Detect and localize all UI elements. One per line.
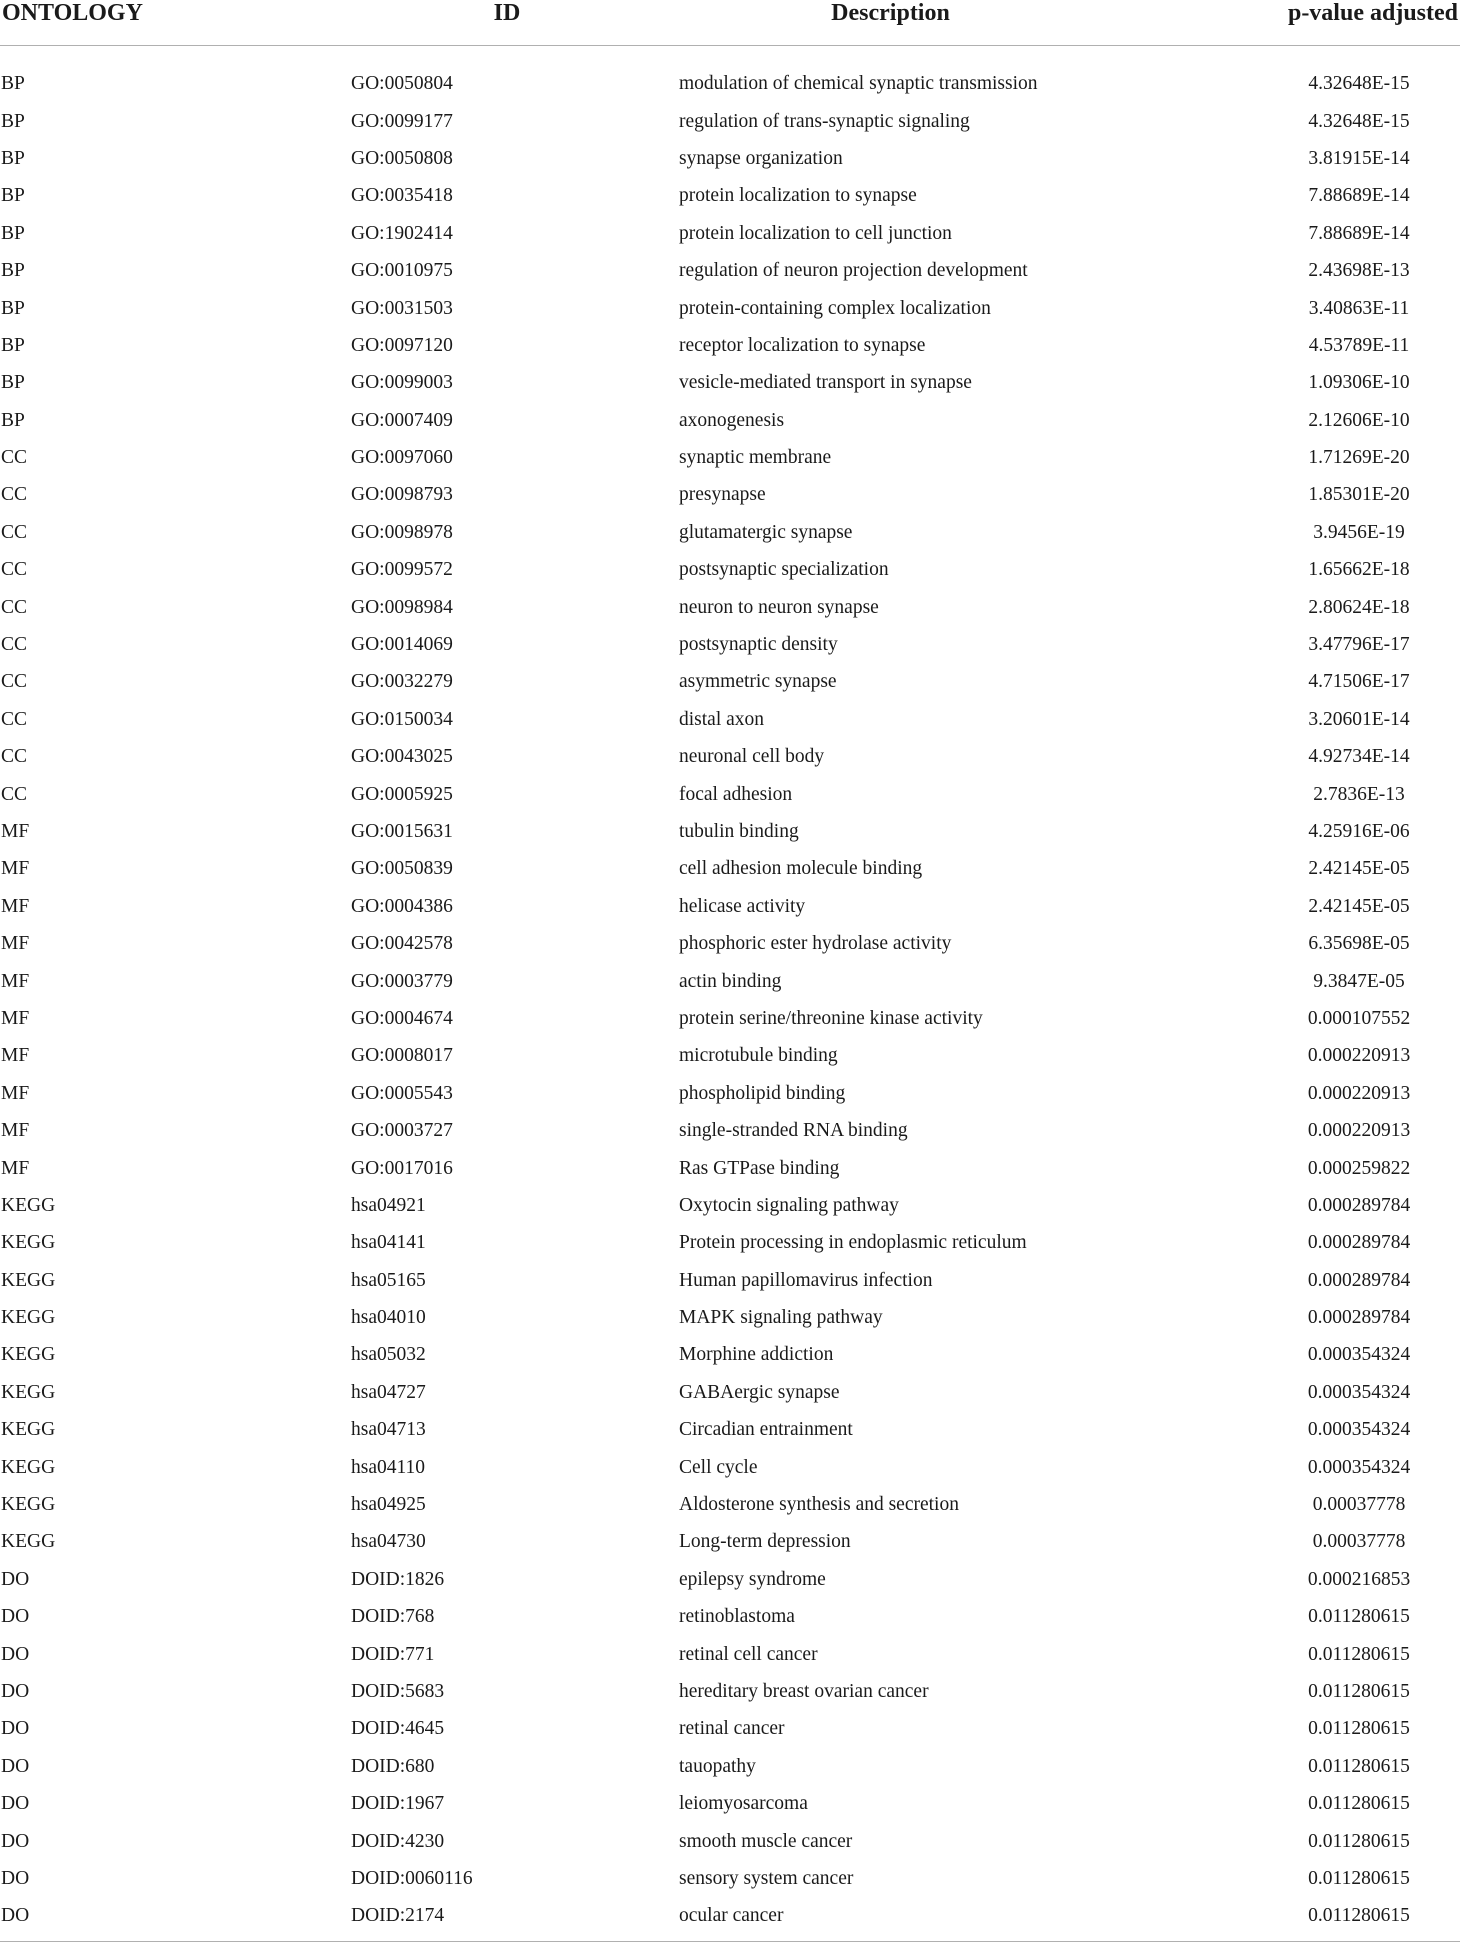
table-row [0, 963, 1460, 1000]
cell-ontology: MF [1, 821, 30, 842]
cell-description: asymmetric synapse [679, 671, 837, 693]
cell-pvalue: 7.88689E-14 [1308, 185, 1410, 207]
cell-description: tauopathy [679, 1755, 756, 1777]
cell-ontology: MF [1, 933, 30, 955]
table-row [0, 851, 1460, 888]
cell-ontology: KEGG [1, 1494, 56, 1516]
cell-id: GO:0098793 [351, 484, 453, 506]
cell-ontology: KEGG [1, 1232, 56, 1254]
cell-pvalue: 2.42145E-05 [1308, 895, 1410, 917]
cell-ontology: KEGG [1, 1307, 56, 1329]
table-row [0, 1711, 1460, 1748]
table-row [0, 589, 1460, 626]
table-row [0, 1748, 1460, 1785]
cell-description: retinal cell cancer [679, 1643, 818, 1665]
cell-id: GO:0004674 [351, 1007, 453, 1029]
table-row [0, 252, 1460, 289]
cell-id: hsa04010 [351, 1307, 426, 1329]
cell-id: hsa05032 [351, 1344, 426, 1366]
cell-description: Cell cycle [679, 1456, 758, 1478]
cell-description: hereditary breast ovarian cancer [679, 1680, 929, 1702]
cell-pvalue: 0.000220913 [1307, 1082, 1411, 1104]
cell-pvalue: 3.20601E-14 [1308, 708, 1410, 730]
cell-description: neuronal cell body [679, 746, 825, 768]
cell-ontology: KEGG [1, 1269, 56, 1291]
table-row [0, 1898, 1460, 1935]
header-pvalue: p-value adjusted [1248, 0, 1460, 45]
cell-pvalue: 0.000289784 [1307, 1194, 1411, 1216]
cell-ontology: CC [1, 559, 28, 581]
cell-pvalue: 4.25916E-06 [1308, 821, 1410, 842]
cell-pvalue: 0.011280615 [1308, 1793, 1410, 1815]
cell-description: cell adhesion molecule binding [679, 858, 923, 880]
cell-description: retinoblastoma [679, 1606, 795, 1628]
cell-ontology: CC [1, 484, 28, 506]
table-row [0, 1785, 1460, 1822]
cell-ontology: BP [1, 334, 25, 356]
cell-pvalue: 1.65662E-18 [1308, 559, 1410, 581]
cell-id: hsa05165 [351, 1269, 426, 1291]
cell-ontology: BP [1, 372, 25, 394]
cell-pvalue: 0.000259822 [1307, 1157, 1411, 1179]
table-row [0, 888, 1460, 925]
cell-id: GO:0098984 [351, 596, 453, 618]
cell-description: leiomyosarcoma [679, 1793, 808, 1815]
cell-pvalue: 1.71269E-20 [1308, 447, 1410, 469]
cell-id: DOID:0060116 [351, 1867, 473, 1889]
cell-pvalue: 4.32648E-15 [1308, 110, 1410, 132]
cell-ontology: DO [1, 1606, 30, 1628]
cell-ontology: KEGG [1, 1419, 56, 1441]
cell-description: Human papillomavirus infection [679, 1269, 933, 1291]
cell-ontology: MF [1, 858, 30, 880]
header-description: Description [679, 0, 1248, 45]
cell-ontology: DO [1, 1867, 30, 1889]
cell-description: regulation of neuron projection development [679, 260, 1028, 282]
cell-pvalue: 0.000289784 [1307, 1269, 1411, 1291]
table-row [0, 1337, 1460, 1374]
table-row [0, 1823, 1460, 1860]
cell-id: GO:0050839 [351, 858, 453, 880]
cell-description: actin binding [679, 970, 782, 992]
cell-description: protein localization to cell junction [679, 222, 952, 244]
cell-ontology: BP [1, 110, 25, 132]
cell-id: GO:0004386 [351, 895, 453, 917]
cell-id: GO:0097120 [351, 334, 453, 356]
cell-id: DOID:680 [351, 1755, 435, 1777]
table-row [0, 813, 1460, 850]
cell-pvalue: 2.43698E-13 [1308, 260, 1410, 282]
table-row [0, 514, 1460, 551]
cell-description: retinal cancer [679, 1718, 785, 1740]
cell-description: synapse organization [679, 147, 843, 169]
cell-pvalue: 0.000354324 [1307, 1456, 1411, 1478]
cell-ontology: CC [1, 746, 28, 768]
cell-id: GO:0050808 [351, 147, 453, 169]
cell-description: Oxytocin signaling pathway [679, 1194, 899, 1216]
cell-pvalue: 0.011280615 [1308, 1867, 1410, 1889]
cell-ontology: CC [1, 671, 28, 693]
table-row [0, 664, 1460, 701]
cell-pvalue: 0.011280615 [1308, 1718, 1410, 1740]
cell-description: protein-containing complex localization [679, 297, 991, 319]
cell-pvalue: 0.011280615 [1308, 1830, 1410, 1852]
cell-pvalue: 4.32648E-15 [1308, 73, 1410, 95]
cell-description: phospholipid binding [679, 1082, 846, 1104]
cell-id: GO:0017016 [351, 1157, 453, 1179]
cell-description: modulation of chemical synaptic transmission [679, 73, 1038, 95]
cell-pvalue: 0.000220913 [1307, 1045, 1411, 1067]
cell-pvalue: 0.00037778 [1312, 1494, 1406, 1516]
table-row [0, 1673, 1460, 1710]
table-row [0, 1486, 1460, 1523]
table-row [0, 1187, 1460, 1224]
cell-id: DOID:771 [351, 1643, 435, 1665]
cell-description: phosphoric ester hydrolase activity [679, 933, 952, 955]
cell-id: GO:0150034 [351, 708, 453, 730]
cell-id: hsa04141 [351, 1232, 426, 1254]
cell-pvalue: 2.80624E-18 [1308, 596, 1410, 618]
cell-description: Circadian entrainment [679, 1419, 853, 1441]
cell-ontology: BP [1, 409, 25, 431]
table-row [0, 1449, 1460, 1486]
cell-ontology: DO [1, 1680, 30, 1702]
cell-id: hsa04730 [351, 1531, 426, 1553]
cell-description: sensory system cancer [679, 1867, 854, 1889]
table-row [0, 925, 1460, 962]
table-row [0, 1000, 1460, 1037]
cell-id: GO:0032279 [351, 671, 453, 693]
cell-description: vesicle-mediated transport in synapse [679, 372, 972, 394]
cell-description: postsynaptic specialization [679, 559, 889, 581]
cell-id: DOID:4230 [351, 1830, 445, 1852]
header-spacer [0, 45, 1460, 66]
cell-id: GO:0015631 [351, 821, 453, 842]
cell-id: GO:1902414 [351, 222, 453, 244]
table-row [0, 1524, 1460, 1561]
cell-ontology: CC [1, 521, 28, 543]
cell-ontology: DO [1, 1643, 30, 1665]
cell-ontology: KEGG [1, 1456, 56, 1478]
cell-pvalue: 4.53789E-11 [1308, 334, 1410, 356]
cell-ontology: KEGG [1, 1194, 56, 1216]
cell-description: Morphine addiction [679, 1344, 834, 1366]
table-row [0, 1374, 1460, 1411]
cell-ontology: DO [1, 1905, 30, 1927]
cell-description: single-stranded RNA binding [679, 1120, 908, 1142]
table-row [0, 1636, 1460, 1673]
table-row [0, 552, 1460, 589]
cell-description: Long-term depression [679, 1531, 851, 1553]
cell-ontology: MF [1, 1157, 30, 1179]
cell-ontology: KEGG [1, 1531, 56, 1553]
cell-pvalue: 0.011280615 [1308, 1680, 1410, 1702]
cell-ontology: MF [1, 1120, 30, 1142]
cell-id: hsa04921 [351, 1194, 426, 1216]
table-row [0, 1599, 1460, 1636]
cell-id: hsa04110 [351, 1456, 426, 1478]
table-row [0, 1860, 1460, 1897]
cell-id: DOID:4645 [351, 1718, 445, 1740]
cell-pvalue: 2.12606E-10 [1308, 409, 1410, 431]
cell-description: axonogenesis [679, 409, 785, 431]
cell-pvalue: 4.71506E-17 [1308, 671, 1410, 693]
cell-pvalue: 0.011280615 [1308, 1643, 1410, 1665]
table-row [0, 1112, 1460, 1149]
cell-ontology: MF [1, 970, 30, 992]
cell-pvalue: 0.000354324 [1307, 1419, 1411, 1441]
table-row [0, 103, 1460, 140]
cell-description: synaptic membrane [679, 447, 832, 469]
cell-pvalue: 1.85301E-20 [1308, 484, 1410, 506]
cell-id: GO:0008017 [351, 1045, 453, 1067]
cell-pvalue: 3.40863E-11 [1308, 297, 1410, 319]
cell-pvalue: 6.35698E-05 [1308, 933, 1410, 955]
cell-ontology: BP [1, 73, 25, 95]
cell-pvalue: 2.7836E-13 [1313, 783, 1405, 805]
table-row [0, 1038, 1460, 1075]
cell-id: GO:0042578 [351, 933, 453, 955]
cell-id: DOID:5683 [351, 1680, 445, 1702]
table-row [0, 1262, 1460, 1299]
cell-id: GO:0099003 [351, 372, 453, 394]
cell-id: GO:0005925 [351, 783, 453, 805]
table-row [0, 477, 1460, 514]
table-row [0, 701, 1460, 738]
cell-id: GO:0035418 [351, 185, 453, 207]
cell-id: GO:0031503 [351, 297, 453, 319]
table-row [0, 140, 1460, 177]
table-row [0, 290, 1460, 327]
table-row [0, 327, 1460, 364]
cell-description: Ras GTPase binding [679, 1157, 840, 1179]
cell-ontology: DO [1, 1718, 30, 1740]
cell-ontology: MF [1, 1007, 30, 1029]
cell-description: receptor localization to synapse [679, 334, 926, 356]
cell-description: GABAergic synapse [679, 1381, 840, 1403]
table-row [0, 739, 1460, 776]
cell-ontology: DO [1, 1793, 30, 1815]
cell-pvalue: 3.9456E-19 [1313, 521, 1405, 543]
cell-pvalue: 0.011280615 [1308, 1905, 1410, 1927]
cell-ontology: CC [1, 708, 28, 730]
cell-description: distal axon [679, 708, 765, 730]
cell-description: MAPK signaling pathway [679, 1307, 883, 1329]
cell-id: DOID:1826 [351, 1568, 445, 1590]
cell-pvalue: 7.88689E-14 [1308, 222, 1410, 244]
cell-pvalue: 0.000220913 [1307, 1120, 1411, 1142]
cell-ontology: BP [1, 297, 25, 319]
cell-ontology: MF [1, 1045, 30, 1067]
table-row [0, 215, 1460, 252]
cell-id: GO:0098978 [351, 521, 453, 543]
cell-id: DOID:2174 [351, 1905, 445, 1927]
cell-pvalue: 0.000289784 [1307, 1232, 1411, 1254]
cell-pvalue: 0.011280615 [1308, 1755, 1410, 1777]
cell-pvalue: 4.92734E-14 [1308, 746, 1410, 768]
cell-description: epilepsy syndrome [679, 1568, 826, 1590]
table-row [0, 1150, 1460, 1187]
cell-id: GO:0099572 [351, 559, 453, 581]
cell-ontology: DO [1, 1755, 30, 1777]
cell-id: GO:0010975 [351, 260, 453, 282]
table-row [0, 402, 1460, 439]
cell-pvalue: 0.000107552 [1307, 1007, 1411, 1029]
cell-id: hsa04713 [351, 1419, 426, 1441]
cell-ontology: BP [1, 222, 25, 244]
cell-pvalue: 9.3847E-05 [1313, 970, 1405, 992]
header-row [0, 0, 1460, 45]
cell-id: GO:0043025 [351, 746, 453, 768]
cell-pvalue: 0.000354324 [1307, 1381, 1411, 1403]
cell-id: GO:0014069 [351, 634, 453, 656]
table-row [0, 365, 1460, 402]
cell-id: GO:0097060 [351, 447, 453, 469]
cell-pvalue: 3.47796E-17 [1308, 634, 1410, 656]
cell-description: protein serine/threonine kinase activity [679, 1007, 983, 1029]
cell-description: Aldosterone synthesis and secretion [679, 1494, 959, 1516]
cell-ontology: BP [1, 147, 25, 169]
table-row [0, 178, 1460, 215]
cell-description: postsynaptic density [679, 634, 838, 656]
table-row [0, 1075, 1460, 1112]
table-row [0, 1561, 1460, 1598]
cell-ontology: MF [1, 1082, 30, 1104]
cell-ontology: KEGG [1, 1381, 56, 1403]
cell-ontology: KEGG [1, 1344, 56, 1366]
spacer-cell [0, 45, 1460, 66]
cell-id: DOID:768 [351, 1606, 435, 1628]
cell-description: regulation of trans-synaptic signaling [679, 110, 970, 132]
cell-description: presynapse [679, 484, 766, 506]
cell-description: Protein processing in endoplasmic reticulum [679, 1232, 1027, 1254]
cell-pvalue: 2.42145E-05 [1308, 858, 1410, 880]
table-header [0, 0, 1460, 45]
cell-ontology: CC [1, 634, 28, 656]
table-row [0, 626, 1460, 663]
cell-ontology: DO [1, 1568, 30, 1590]
cell-description: tubulin binding [679, 821, 799, 842]
cell-ontology: DO [1, 1830, 30, 1852]
cell-description: neuron to neuron synapse [679, 596, 879, 618]
cell-pvalue: 1.09306E-10 [1308, 372, 1410, 394]
cell-pvalue: 0.00037778 [1312, 1531, 1406, 1553]
cell-pvalue: 0.011280615 [1308, 1606, 1410, 1628]
cell-description: focal adhesion [679, 783, 793, 805]
header-ontology: ONTOLOGY [0, 0, 351, 45]
table-row [0, 1299, 1460, 1336]
cell-id: GO:0005543 [351, 1082, 453, 1104]
cell-id: GO:0007409 [351, 409, 453, 431]
header-id: ID [351, 0, 679, 45]
cell-id: GO:0099177 [351, 110, 453, 132]
cell-ontology: CC [1, 783, 28, 805]
table-row [0, 1412, 1460, 1449]
cell-ontology: MF [1, 895, 30, 917]
cell-description: microtubule binding [679, 1045, 838, 1067]
cell-ontology: CC [1, 596, 28, 618]
cell-ontology: CC [1, 447, 28, 469]
table-bottom-rule [0, 1941, 1460, 1942]
cell-description: glutamatergic synapse [679, 521, 853, 543]
cell-id: GO:0003779 [351, 970, 453, 992]
cell-id: DOID:1967 [351, 1793, 445, 1815]
table-row [0, 776, 1460, 813]
table-row [0, 439, 1460, 476]
cell-pvalue: 3.81915E-14 [1308, 147, 1410, 169]
cell-description: smooth muscle cancer [679, 1830, 853, 1852]
cell-pvalue: 0.000354324 [1307, 1344, 1411, 1366]
cell-id: GO:0050804 [351, 73, 453, 95]
table-row [0, 66, 1460, 103]
cell-ontology: BP [1, 260, 25, 282]
cell-pvalue: 0.000289784 [1307, 1307, 1411, 1329]
cell-id: hsa04727 [351, 1381, 426, 1403]
cell-id: GO:0003727 [351, 1120, 453, 1142]
cell-description: helicase activity [679, 895, 806, 917]
cell-pvalue: 0.000216853 [1307, 1568, 1411, 1590]
cell-id: hsa04925 [351, 1494, 426, 1516]
cell-ontology: BP [1, 185, 25, 207]
cell-description: ocular cancer [679, 1905, 784, 1927]
table-row [0, 1225, 1460, 1262]
table-body [0, 45, 1460, 1935]
cell-description: protein localization to synapse [679, 185, 917, 207]
